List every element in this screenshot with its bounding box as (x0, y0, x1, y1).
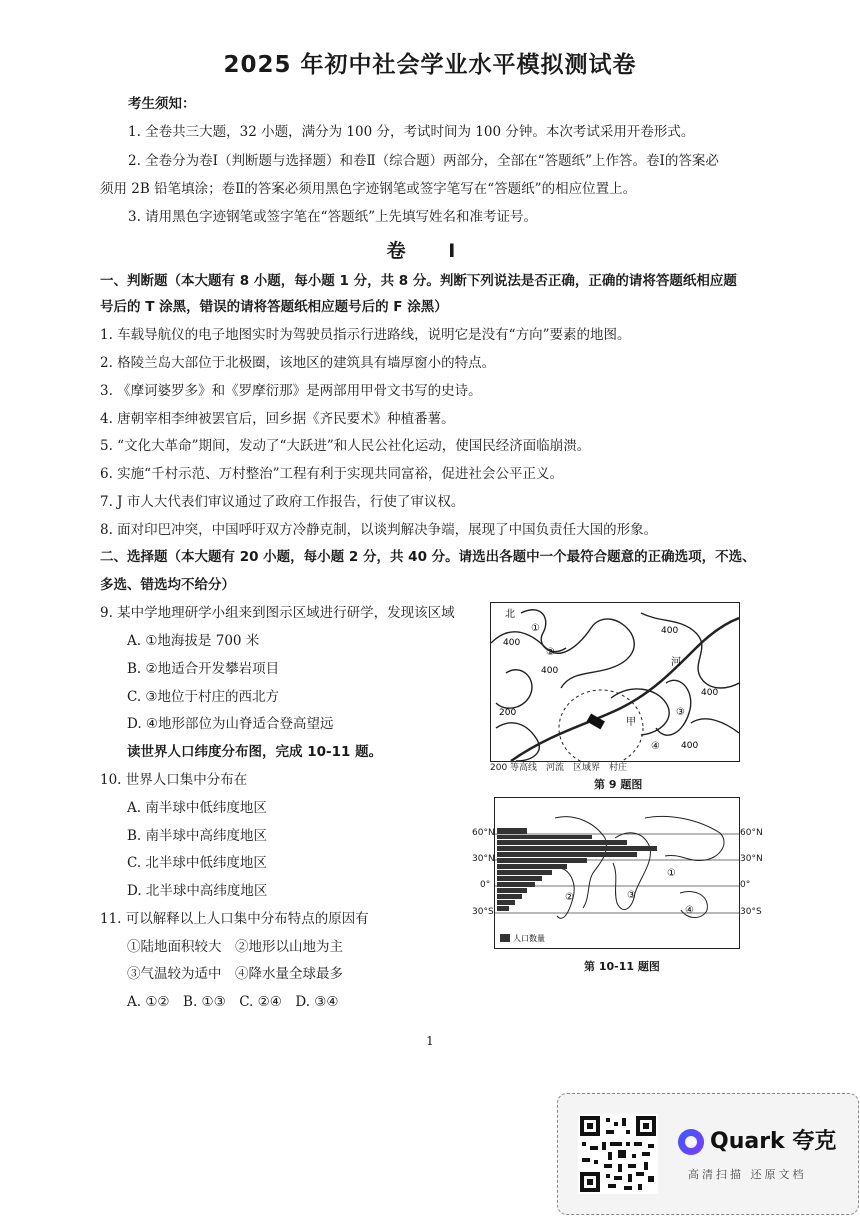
question-option: B. 南半球中高纬度地区 (127, 828, 268, 844)
figure-caption: 第 9 题图 (594, 778, 643, 791)
marker-label: ③ (627, 890, 636, 901)
question-option: A. ①地海拔是 700 米 (127, 633, 260, 649)
marker-label: ④ (685, 905, 694, 916)
question-stem: 9. 某中学地理研学小组来到图示区域进行研学，发现该区域 (100, 605, 455, 621)
question-option: A. ①② B. ①③ C. ②④ D. ③④ (127, 994, 339, 1010)
quark-slogan: 高清扫描 还原文档 (688, 1168, 807, 1181)
judge-item: 2. 格陵兰岛大部位于北极圈，该地区的建筑具有墙厚窗小的特点。 (100, 355, 496, 371)
question-option: C. ③地位于村庄的西北方 (127, 689, 280, 705)
notice-item: 2. 全卷分为卷Ⅰ（判断题与选择题）和卷Ⅱ（综合题）两部分，全部在“答题纸”上作答。卷Ⅰ的答案必 (128, 153, 719, 169)
map-legend: 200 等高线 河流 区域界 村庄 (490, 763, 628, 773)
judge-item: 4. 唐朝宰相李绅被罢官后，回乡据《齐民要术》种植番薯。 (100, 411, 455, 427)
population-map-figure (494, 797, 740, 949)
page-number: 1 (426, 1034, 434, 1048)
question-option: ③气温较为适中 ④降水量全球最多 (127, 966, 343, 982)
marker-label: ③ (676, 707, 685, 718)
qr-code-icon (578, 1114, 658, 1194)
river-label: 河 (671, 657, 681, 668)
contour-label: 200 (499, 708, 517, 718)
marker-label: ④ (651, 741, 660, 752)
marker-label: ① (531, 623, 540, 634)
latitude-label: 30°S (740, 907, 762, 917)
contour-map (491, 603, 739, 761)
quark-watermark (557, 1093, 859, 1215)
reading-instruction: 读世界人口纬度分布图，完成 10-11 题。 (127, 744, 383, 760)
quark-logo-icon (678, 1129, 704, 1155)
population-map (495, 798, 739, 948)
legend-swatch (500, 934, 510, 942)
marker-label: ② (565, 892, 574, 903)
contour-label: 400 (681, 741, 699, 751)
quark-brand: Quark 夸克 (710, 1129, 837, 1154)
notice-heading: 考生须知： (128, 96, 196, 112)
judge-item: 8. 面对印巴冲突，中国呼吁双方冷静克制，以谈判解决争端，展现了中国负责任大国的形象。 (100, 522, 658, 538)
notice-item: 1. 全卷共三大题，32 小题，满分为 100 分，考试时间为 100 分钟。本次考试采用开卷形式。 (128, 124, 695, 140)
question-option: D. 北半球中高纬度地区 (127, 883, 268, 899)
latitude-label: 0° (740, 880, 751, 890)
north-label: 北 (505, 609, 515, 620)
judge-item: 3. 《摩诃婆罗多》和《罗摩衍那》是两部用甲骨文书写的史诗。 (100, 383, 482, 399)
figure-caption: 第 10-11 题图 (584, 960, 660, 973)
judge-item: 7. J 市人大代表们审议通过了政府工作报告，行使了审议权。 (100, 494, 465, 510)
question-option: A. 南半球中低纬度地区 (127, 800, 267, 816)
latitude-label: 30°S (472, 907, 494, 917)
quark-logo (678, 1124, 848, 1158)
question-stem: 11. 可以解释以上人口集中分布特点的原因有 (100, 911, 369, 927)
notice-item: 须用 2B 铅笔填涂；卷Ⅱ的答案必须用黑色字迹钢笔或签字笔写在“答题纸”的相应位置上。 (100, 181, 637, 197)
page-title: 2025 年初中社会学业水平模拟测试卷 (223, 52, 637, 78)
section2-heading: 二、选择题（本大题有 20 小题，每小题 2 分，共 40 分。请选出各题中一个最符合题意的正确选项，不选、 (100, 549, 756, 565)
judge-item: 1. 车载导航仪的电子地图实时为驾驶员指示行进路线，说明它是没有“方向”要素的地图。 (100, 327, 631, 343)
judge-item: 5. “文化大革命”期间，发动了“大跃进”和人民公社化运动，使国民经济面临崩溃。 (100, 438, 591, 454)
latitude-label: 30°N (740, 854, 763, 864)
question-stem: 10. 世界人口集中分布在 (100, 772, 248, 788)
question-option: C. 北半球中低纬度地区 (127, 855, 267, 871)
question-option: B. ②地适合开发攀岩项目 (127, 661, 280, 677)
contour-label: 400 (661, 626, 679, 636)
latitude-label: 60°N (740, 828, 763, 838)
jia-label: 甲 (626, 717, 636, 728)
latitude-label: 30°N (472, 854, 495, 864)
contour-label: 400 (701, 688, 719, 698)
marker-label: ① (667, 868, 676, 879)
latitude-label: 60°N (472, 828, 495, 838)
latitude-label: 0° (480, 880, 491, 890)
contour-label: 400 (541, 666, 559, 676)
contour-label: 400 (503, 638, 521, 648)
section1-heading: 号后的 T 涂黑，错误的请将答题纸相应题号后的 F 涂黑） (100, 299, 448, 315)
question-option: ①陆地面积较大 ②地形以山地为主 (127, 939, 343, 955)
judge-item: 6. 实施“千村示范、万村整治”工程有利于实现共同富裕，促进社会公平正义。 (100, 466, 563, 482)
contour-map-figure (490, 602, 740, 762)
legend-label: 人口数量 (513, 934, 545, 943)
section2-heading: 多选、错选均不给分） (100, 577, 235, 593)
section1-heading: 一、判断题（本大题有 8 小题，每小题 1 分，共 8 分。判断下列说法是否正确，正确的请将答题纸相应题 (100, 273, 737, 289)
question-option: D. ④地形部位为山脊适合登高望远 (127, 716, 334, 732)
notice-item: 3. 请用黑色字迹钢笔或签字笔在“答题纸”上先填写姓名和准考证号。 (128, 209, 537, 225)
marker-label: ② (546, 647, 555, 658)
volume-label: 卷 Ⅰ (386, 240, 474, 262)
